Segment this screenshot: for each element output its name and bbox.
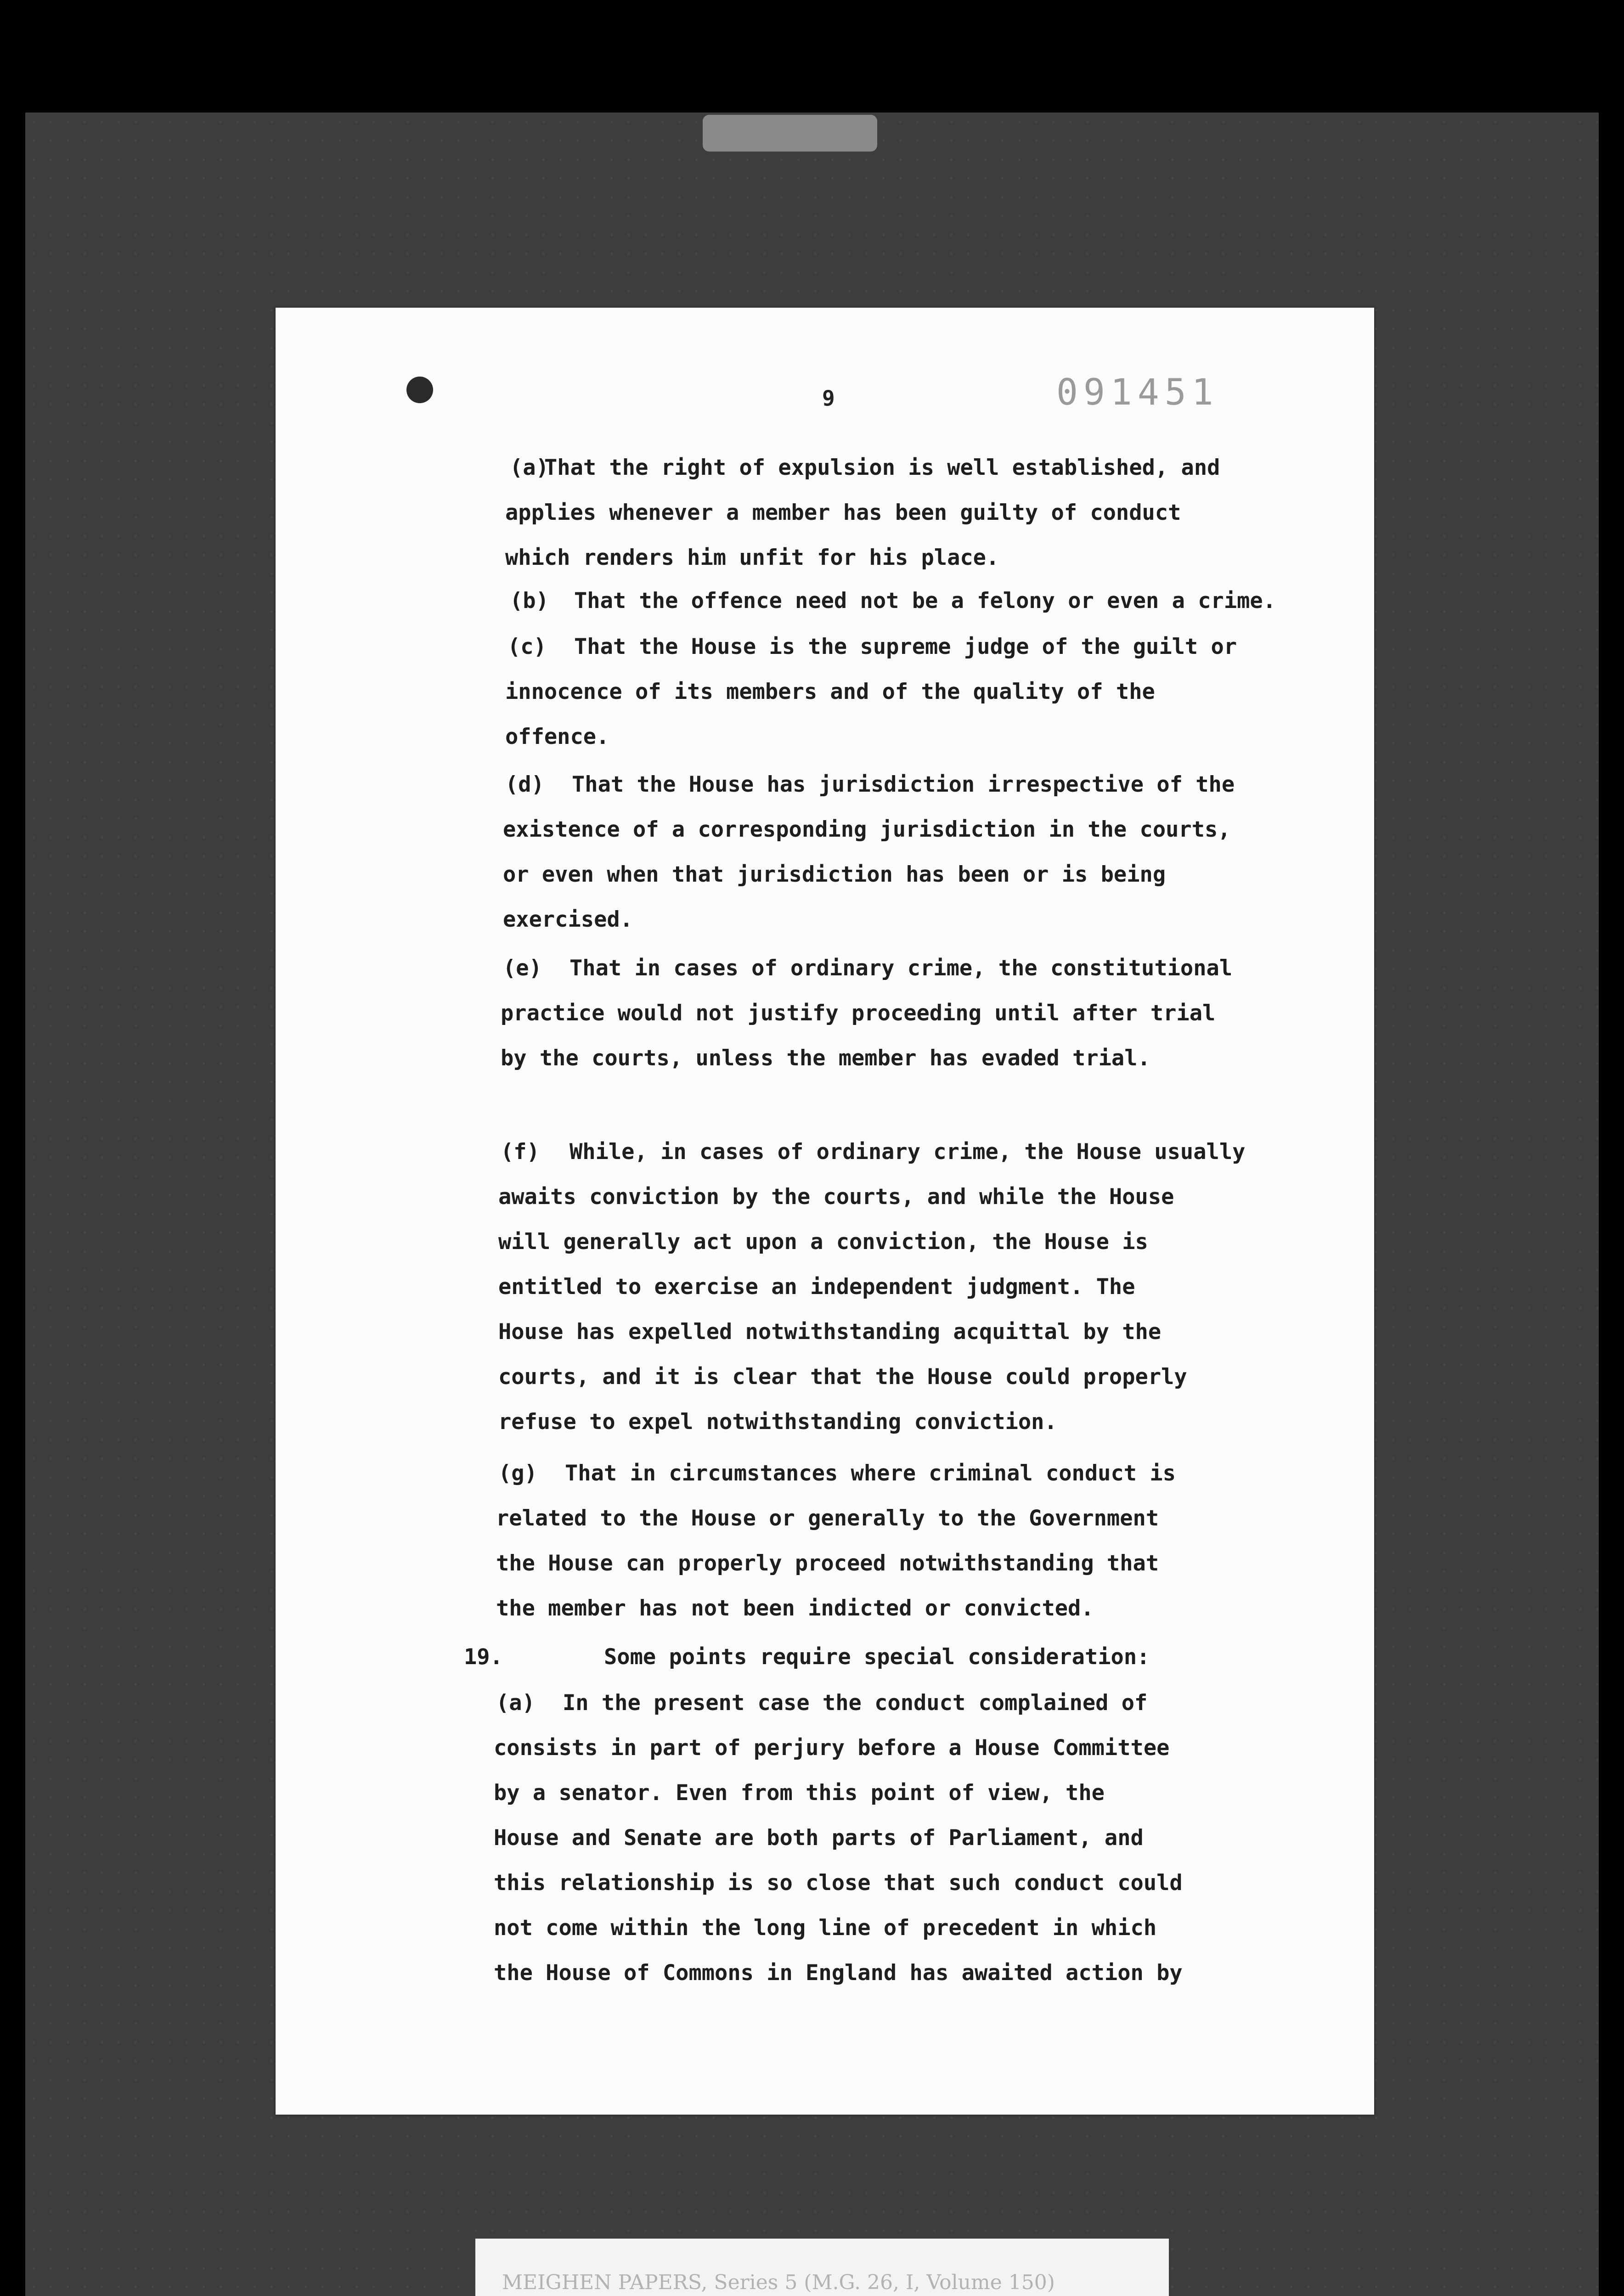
clause-text <box>501 946 1419 1081</box>
clause-line: awaits conviction by the courts, and while the House <box>498 1184 1174 1210</box>
clause-line: practice would not justify proceeding until after trial <box>501 1001 1216 1026</box>
clause-line: entitled to exercise an independent judgment. The <box>498 1274 1135 1300</box>
clause-text <box>505 625 1424 760</box>
clause-line: existence of a corresponding jurisdiction in the courts, <box>503 817 1231 842</box>
clause-line: the member has not been indicted or convicted. <box>496 1596 1094 1621</box>
clause-label: (e) <box>503 956 542 981</box>
clause-line: applies whenever a member has been guilty of conduct <box>505 500 1181 525</box>
page-number: 9 <box>822 386 835 411</box>
clause-line: That the offence need not be a felony or even a crime. <box>574 588 1276 613</box>
clause-line: the House can properly proceed notwithstanding that <box>496 1551 1159 1576</box>
section-number: 19. <box>464 1644 503 1670</box>
clause-line: That the House has jurisdiction irrespective of the <box>572 772 1235 797</box>
clause-line: exercised. <box>503 907 633 932</box>
clause-text <box>574 579 1424 624</box>
clause-line: That the right of expulsion is well established, and <box>544 455 1220 480</box>
clause-line: will generally act upon a conviction, the House is <box>498 1229 1148 1255</box>
clause-line: related to the House or generally to the Government <box>496 1506 1159 1531</box>
clause-label: (b) <box>510 588 549 613</box>
clause-line: House has expelled notwithstanding acquittal by the <box>498 1319 1162 1345</box>
clause-label: (d) <box>505 772 544 797</box>
clause-line: refuse to expel notwithstanding conviction. <box>498 1409 1057 1435</box>
clause-line: consists in part of perjury before a House Committee <box>494 1735 1170 1761</box>
clause-label: (g) <box>498 1461 537 1486</box>
clause-text <box>503 762 1421 942</box>
section-intro: Some points require special consideration: <box>604 1644 1150 1670</box>
clause-line: That in cases of ordinary crime, the constitutional <box>570 956 1233 981</box>
collection-reference: MEIGHEN PAPERS, Series 5 (M.G. 26, I, Volume 150) <box>502 2271 1055 2294</box>
clause-line: the House of Commons in England has awaited action by <box>494 1960 1183 1986</box>
clause-text <box>505 445 1394 580</box>
punch-hole <box>406 377 433 403</box>
clause-line: by a senator. Even from this point of view, the <box>494 1780 1105 1806</box>
clause-line: this relationship is so close that such conduct could <box>494 1870 1183 1896</box>
collection-label-tab <box>475 2239 1169 2296</box>
clause-line: That in circumstances where criminal conduct is <box>565 1461 1176 1486</box>
clause-text <box>496 1451 1415 1631</box>
clause-label: (c) <box>508 634 547 659</box>
clause-line: That the House is the supreme judge of the guilt or <box>574 634 1237 659</box>
binder-clip <box>703 115 877 152</box>
clause-line: or even when that jurisdiction has been or is being <box>503 862 1166 887</box>
clause-text <box>494 1681 1412 1996</box>
clause-line: House and Senate are both parts of Parliament, and <box>494 1825 1144 1851</box>
clause-line: courts, and it is clear that the House could properly <box>498 1364 1187 1390</box>
clause-label: (a) <box>496 1690 535 1716</box>
clause-line: offence. <box>505 724 609 749</box>
clause-line: not come within the long line of precedent in which <box>494 1915 1157 1941</box>
clause-line: which renders him unfit for his place. <box>505 545 999 570</box>
clause-line: innocence of its members and of the quality of the <box>505 679 1155 704</box>
clause-line: In the present case the conduct complained of <box>563 1690 1148 1716</box>
document-page <box>276 308 1374 2115</box>
document-id-stamp: 091451 <box>1056 372 1219 413</box>
clause-label: (a) <box>510 455 549 480</box>
clause-label: (f) <box>501 1139 540 1165</box>
clause-text <box>498 1130 1419 1445</box>
clause-line: While, in cases of ordinary crime, the House usually <box>570 1139 1246 1165</box>
clause-line: by the courts, unless the member has evaded trial. <box>501 1046 1150 1071</box>
